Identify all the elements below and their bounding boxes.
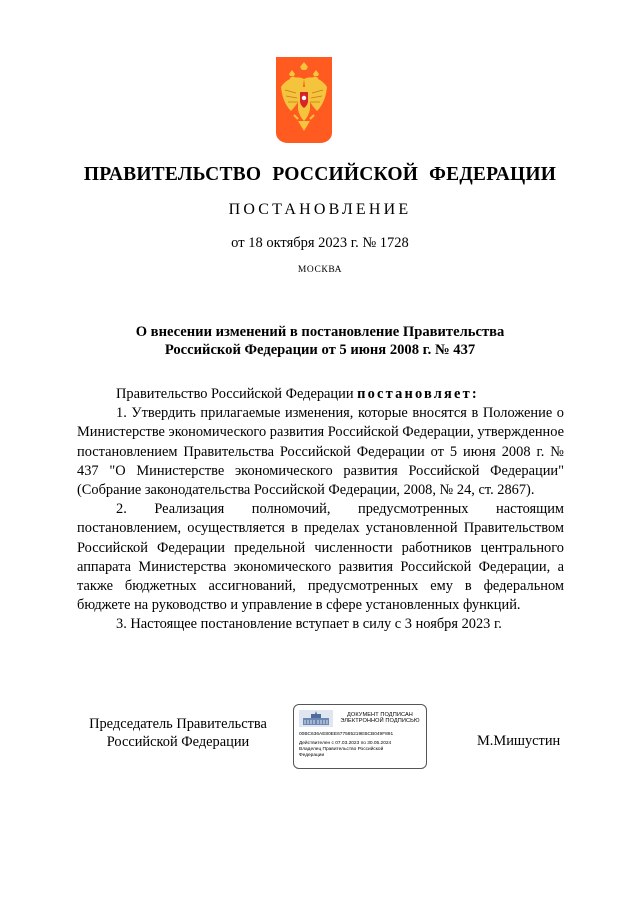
subject-line-1: О внесении изменений в постановление Правительства [135,324,505,340]
signer-position [78,715,278,751]
signer-position-line-2: Российской Федерации [106,734,250,750]
stamp-heading-line-2: ЭЛЕКТРОННОЙ ПОДПИСЬЮ [340,718,420,725]
document-body [77,385,564,635]
stamp-owner-line-2: Федерации [299,753,325,758]
resolves-word: постановляет: [357,386,479,402]
signer-position-line-1: Председатель Правительства [89,716,267,732]
document-type: ПОСТАНОВЛЕНИЕ [228,201,412,218]
stamp-heading-line-1: ДОКУМЕНТ ПОДПИСАН [347,712,413,718]
subject-line-2: Российской Федерации от 5 июня 2008 г. № 437 [164,342,476,358]
item-2-paragraph: 2. Реализация полномочий, предусмотренных настоящим постановлением, осуществляется в пределах установленной Правительством Российской Федерации предельной численности работников центрального аппарата Министерства экономического развития Российской Федерации, а также бюджетных ассигнований, предусмотренных ему в федеральном бюджете на руководство и управление в сфере установленных функций. [77,501,564,614]
stamp-certificate: 00BC636AE80EE677585219EBCB049F891 [299,732,394,737]
city-name: МОСКВА [297,265,343,275]
government-building-icon [299,710,333,727]
stamp-owner-line-1: Владелец Правительство Российской [299,747,384,752]
government-title: ПРАВИТЕЛЬСТВО РОССИЙСКОЙ ФЕДЕРАЦИИ [83,164,557,185]
electronic-signature-stamp [293,704,427,769]
preamble-text: Правительство Российской Федерации [116,386,354,402]
signer-name: М.Мишустин [477,733,561,749]
document-date-number: от 18 октября 2023 г. № 1728 [231,235,409,251]
stamp-heading [336,712,424,725]
item-1-paragraph: 1. Утвердить прилагаемые изменения, которые вносятся в Положение о Министерстве экономического развития Российской Федерации, утвержденное постановлением Правительства Российской Федерации от 5 июня 2008 г. № 437 "О Министерстве экономического развития Российской Федерации" (Собрание законодательства Российской Федерации, 2008, № 24, ст. 2867). [77,405,564,499]
stamp-validity: Действителен с 07.03.2023 по 30.05.2024 [299,741,392,746]
double-headed-eagle-icon [276,57,332,143]
item-3-paragraph: 3. Настоящее постановление вступает в силу с 3 ноября 2023 г. [116,616,502,633]
document-subject [100,323,540,359]
coat-of-arms-emblem [276,57,332,143]
preamble-paragraph [77,385,564,404]
